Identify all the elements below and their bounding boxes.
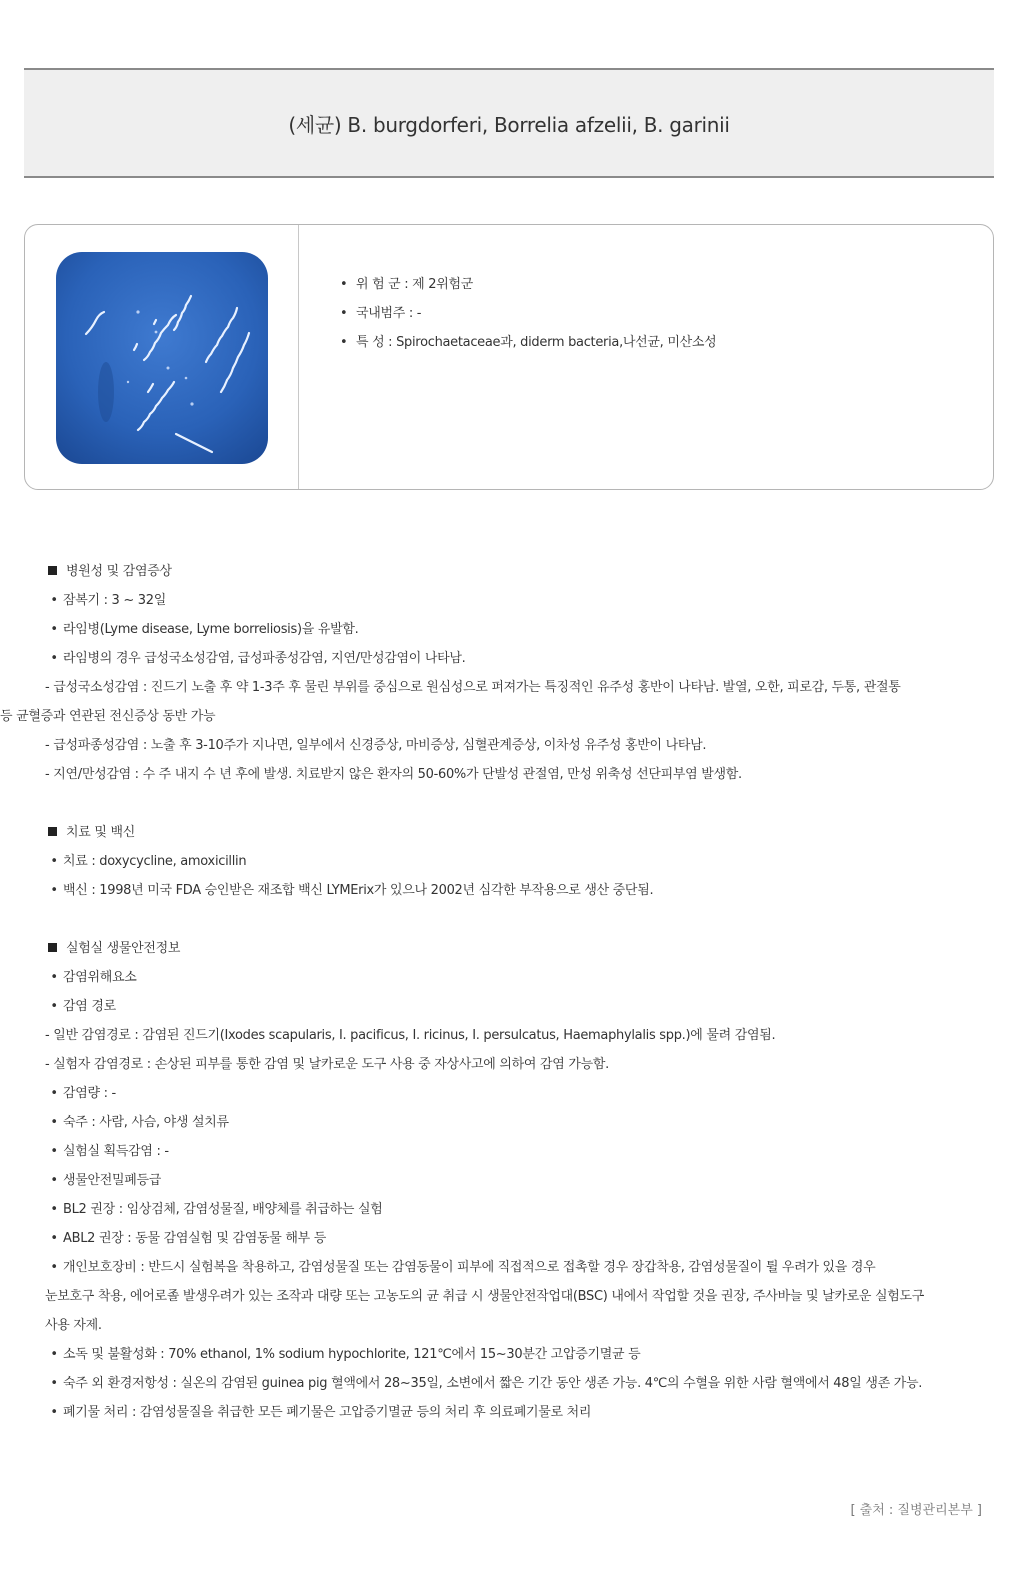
list-item: • 백신 : 1998년 미국 FDA 승인받은 재조합 백신 LYMErix가 있으나 2002년 심각한 부작용으로 생산 중단됨.	[50, 883, 654, 898]
list-item-continued: 등 균혈증과 연관된 전신증상 동반 가능	[0, 709, 216, 724]
source-footer: [ 출처 : 질병관리본부 ]	[850, 1503, 982, 1518]
list-item: • ABL2 권장 : 동물 감염실험 및 감염동물 해부 등	[50, 1231, 326, 1246]
microscope-image	[56, 252, 268, 464]
list-item-continued: 사용 자제.	[45, 1318, 102, 1333]
list-item: • 숙주 : 사람, 사슴, 야생 설치류	[50, 1115, 229, 1130]
info-risk-group: • 위 험 군 : 제 2위험군	[340, 277, 474, 292]
square-bullet-icon	[48, 943, 57, 952]
info-domestic-category: • 국내범주 : -	[340, 306, 422, 321]
section-heading-pathogenicity: 병원성 및 감염증상	[45, 557, 990, 586]
info-list	[340, 273, 716, 360]
list-item: • 숙주 외 환경저항성 : 실온의 감염된 guinea pig 혈액에서 28~35일, 소변에서 짧은 기간 동안 생존 가능. 4℃의 수혈을 위한 사람 혈액에서 48일 생존 가능.	[50, 1376, 923, 1391]
card-divider	[298, 225, 299, 489]
list-item: • 폐기물 처리 : 감염성물질을 취급한 모든 폐기물은 고압증기멸균 등의 처리 후 의료폐기물로 처리	[50, 1405, 592, 1420]
main-content	[0, 557, 990, 1427]
list-item-continued: 눈보호구 착용, 에어로졸 발생우려가 있는 조작과 대량 또는 고농도의 균 취급 시 생물안전작업대(BSC) 내에서 작업할 것을 권장, 주사바늘 및 날카로운 실험도구	[45, 1289, 924, 1304]
info-characteristics: • 특 성 : Spirochaetaceae과, diderm bacteria,나선균, 미산소성	[340, 335, 717, 350]
list-item: • 감염량 : -	[50, 1086, 116, 1101]
spirochete-photo-icon	[56, 252, 268, 464]
list-item: - 실험자 감염경로 : 손상된 피부를 통한 감염 및 날카로운 도구 사용 중 자상사고에 의하여 감염 가능함.	[45, 1057, 609, 1072]
section-heading-treatment: 치료 및 백신	[45, 818, 990, 847]
list-item: - 지연/만성감염 : 수 주 내지 수 년 후에 발생. 치료받지 않은 환자의 50-60%가 단발성 관절염, 만성 위축성 선단피부염 발생함.	[45, 767, 742, 782]
list-item: - 급성파종성감염 : 노출 후 3-10주가 지나면, 일부에서 신경증상, 마비증상, 심혈관계증상, 이차성 유주성 홍반이 나타남.	[45, 738, 707, 753]
list-item: • 라임병의 경우 급성국소성감염, 급성파종성감염, 지연/만성감염이 나타남.	[50, 651, 466, 666]
title-banner	[24, 68, 994, 178]
list-item: • 치료 : doxycycline, amoxicillin	[50, 854, 247, 869]
list-item: • 실험실 획득감염 : -	[50, 1144, 169, 1159]
info-card	[24, 224, 994, 490]
square-bullet-icon	[48, 566, 57, 575]
list-item: • 잠복기 : 3 ~ 32일	[50, 593, 166, 608]
list-item: • 소독 및 불활성화 : 70% ethanol, 1% sodium hypochlorite, 121℃에서 15~30분간 고압증기멸균 등	[50, 1347, 641, 1362]
list-item: - 일반 감염경로 : 감염된 진드기(Ixodes scapularis, I. pacificus, I. ricinus, I. persulcatus, Haemaphylalis spp.)에 물려 감염됨.	[45, 1028, 776, 1043]
list-item: • 개인보호장비 : 반드시 실험복을 착용하고, 감염성물질 또는 감염동물이 피부에 직접적으로 접촉할 경우 장갑착용, 감염성물질이 튈 우려가 있을 경우	[50, 1260, 876, 1275]
square-bullet-icon	[48, 827, 57, 836]
list-item: • 감염 경로	[50, 999, 116, 1014]
list-item: • 생물안전밀폐등급	[50, 1173, 162, 1188]
list-item: • 라임병(Lyme disease, Lyme borreliosis)을 유발함.	[50, 622, 359, 637]
page-title: (세균) B. burgdorferi, Borrelia afzelii, B. garinii	[288, 112, 730, 137]
list-item: • 감염위해요소	[50, 970, 137, 985]
list-item: • BL2 권장 : 임상검체, 감염성물질, 배양체를 취급하는 실험	[50, 1202, 383, 1217]
section-heading-biosafety: 실험실 생물안전정보	[45, 934, 990, 963]
list-item: - 급성국소성감염 : 진드기 노출 후 약 1-3주 후 물린 부위를 중심으로 원심성으로 퍼져가는 특징적인 유주성 홍반이 나타남. 발열, 오한, 피로감, 두통, 관절통	[45, 680, 901, 695]
